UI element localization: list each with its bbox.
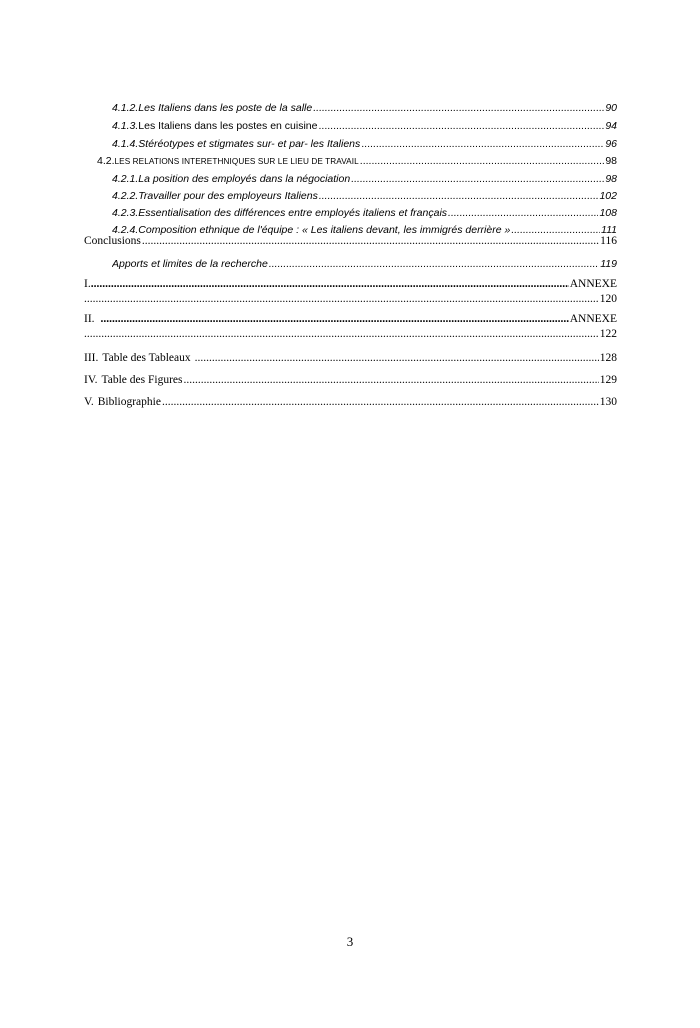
- toc-entry-page: 129: [599, 374, 617, 386]
- toc-entry-page: 111: [601, 224, 617, 236]
- toc-entry-title: Bibliographie: [97, 396, 161, 408]
- toc-entry-number: 4.1.2.: [112, 102, 139, 114]
- toc-entry-page: 119: [600, 258, 617, 270]
- toc-entry[interactable]: [112, 258, 617, 270]
- toc-entry[interactable]: [97, 155, 617, 167]
- toc-leader-dots: [184, 374, 599, 386]
- toc-entry-number: 4.2.1.: [112, 173, 139, 185]
- toc-leader-dots: [91, 278, 569, 290]
- toc-entry-page: 120: [599, 293, 617, 305]
- toc-entry[interactable]: [84, 374, 617, 386]
- toc-entry[interactable]: [112, 102, 617, 114]
- toc-leader-dots: [448, 207, 598, 219]
- toc-entry-number: III.: [84, 352, 99, 364]
- toc-entry-number: 4.2.: [97, 155, 115, 167]
- toc-entry[interactable]: [84, 352, 617, 364]
- toc-entry-page: 128: [599, 352, 617, 364]
- toc-entry[interactable]: [112, 173, 617, 185]
- toc-entry-title: ANNEXE: [569, 313, 617, 325]
- toc-entry-page: 98: [605, 173, 617, 185]
- toc-leader-dots: [360, 155, 605, 167]
- toc-entry-page: 130: [599, 396, 617, 408]
- toc-entry-page: 96: [605, 138, 617, 150]
- toc-entry-page: 90: [605, 102, 617, 114]
- toc-leader-dots: [319, 190, 599, 202]
- toc-entry-page: 102: [599, 190, 617, 202]
- toc-entry-title: Apports et limites de la recherche: [112, 258, 268, 270]
- toc-leader-dots: [84, 293, 599, 305]
- toc-entry-page: 116: [600, 235, 617, 247]
- toc-leader-dots: [101, 313, 569, 325]
- toc-entry-title: Table des Tableaux: [102, 352, 191, 364]
- toc-leader-dots: [142, 235, 599, 247]
- toc-leader-dots: [351, 173, 604, 185]
- toc-entry-title: Travailler pour des employeurs Italiens: [138, 190, 318, 202]
- toc-entry-title: Les Italiens dans les postes en cuisine: [138, 120, 318, 132]
- toc-entry-number: V.: [84, 396, 94, 408]
- toc-leader-dots: [318, 120, 604, 132]
- toc-entry-number: 4.2.3.: [112, 207, 139, 219]
- toc-entry-number: IV.: [84, 374, 98, 386]
- toc-leader-dots: [361, 138, 604, 150]
- toc-entry-title: Essentialisation des différences entre employés italiens et français: [138, 207, 448, 219]
- page-number: 3: [346, 934, 354, 949]
- toc-entry[interactable]: [112, 120, 617, 132]
- toc-entry-number: 4.2.2.: [112, 190, 139, 202]
- toc-leader-dots: [162, 396, 599, 408]
- toc-entry-title: LES RELATIONS INTERETHNIQUES SUR LE LIEU DE TRAVAIL: [114, 157, 359, 166]
- toc-entry-number: I.: [84, 278, 91, 290]
- toc-entry-number: 4.2.4.: [112, 224, 139, 236]
- toc-entry-number: 4.1.4.: [112, 138, 139, 150]
- toc-entry[interactable]: [112, 190, 617, 202]
- toc-entry-page: 122: [599, 328, 617, 340]
- toc-entry-title: La position des employés dans la négociation: [138, 173, 351, 185]
- toc-leader-dots: [195, 352, 599, 364]
- toc-entry-title: ANNEXE: [569, 278, 617, 290]
- toc-entry[interactable]: [84, 278, 617, 312]
- toc-entry[interactable]: [84, 235, 617, 247]
- toc-leader-dots: [84, 328, 599, 340]
- toc-entry-number: 4.1.3.: [112, 120, 139, 132]
- toc-entry-page: 98: [605, 155, 617, 167]
- toc-entry-title: Les Italiens dans les poste de la salle: [138, 102, 313, 114]
- toc-entry[interactable]: [112, 138, 617, 150]
- toc-entry[interactable]: [84, 396, 617, 408]
- toc-entry[interactable]: [84, 313, 617, 347]
- toc-entry[interactable]: [112, 207, 617, 219]
- toc-entry-page: 94: [605, 120, 617, 132]
- toc-leader-dots: [313, 102, 604, 114]
- toc-entry-title: Table des Figures: [101, 374, 183, 386]
- toc-entry-number: II.: [84, 313, 95, 325]
- toc-entry-page: 108: [599, 207, 617, 219]
- toc-entry-title: Composition ethnique de l'équipe : « Les italiens devant, les immigrés derrière »: [138, 224, 511, 236]
- toc-entry-title: Stéréotypes et stigmates sur- et par- les Italiens: [138, 138, 361, 150]
- toc-leader-dots: [269, 258, 599, 270]
- toc-entry-title: Conclusions: [84, 235, 141, 247]
